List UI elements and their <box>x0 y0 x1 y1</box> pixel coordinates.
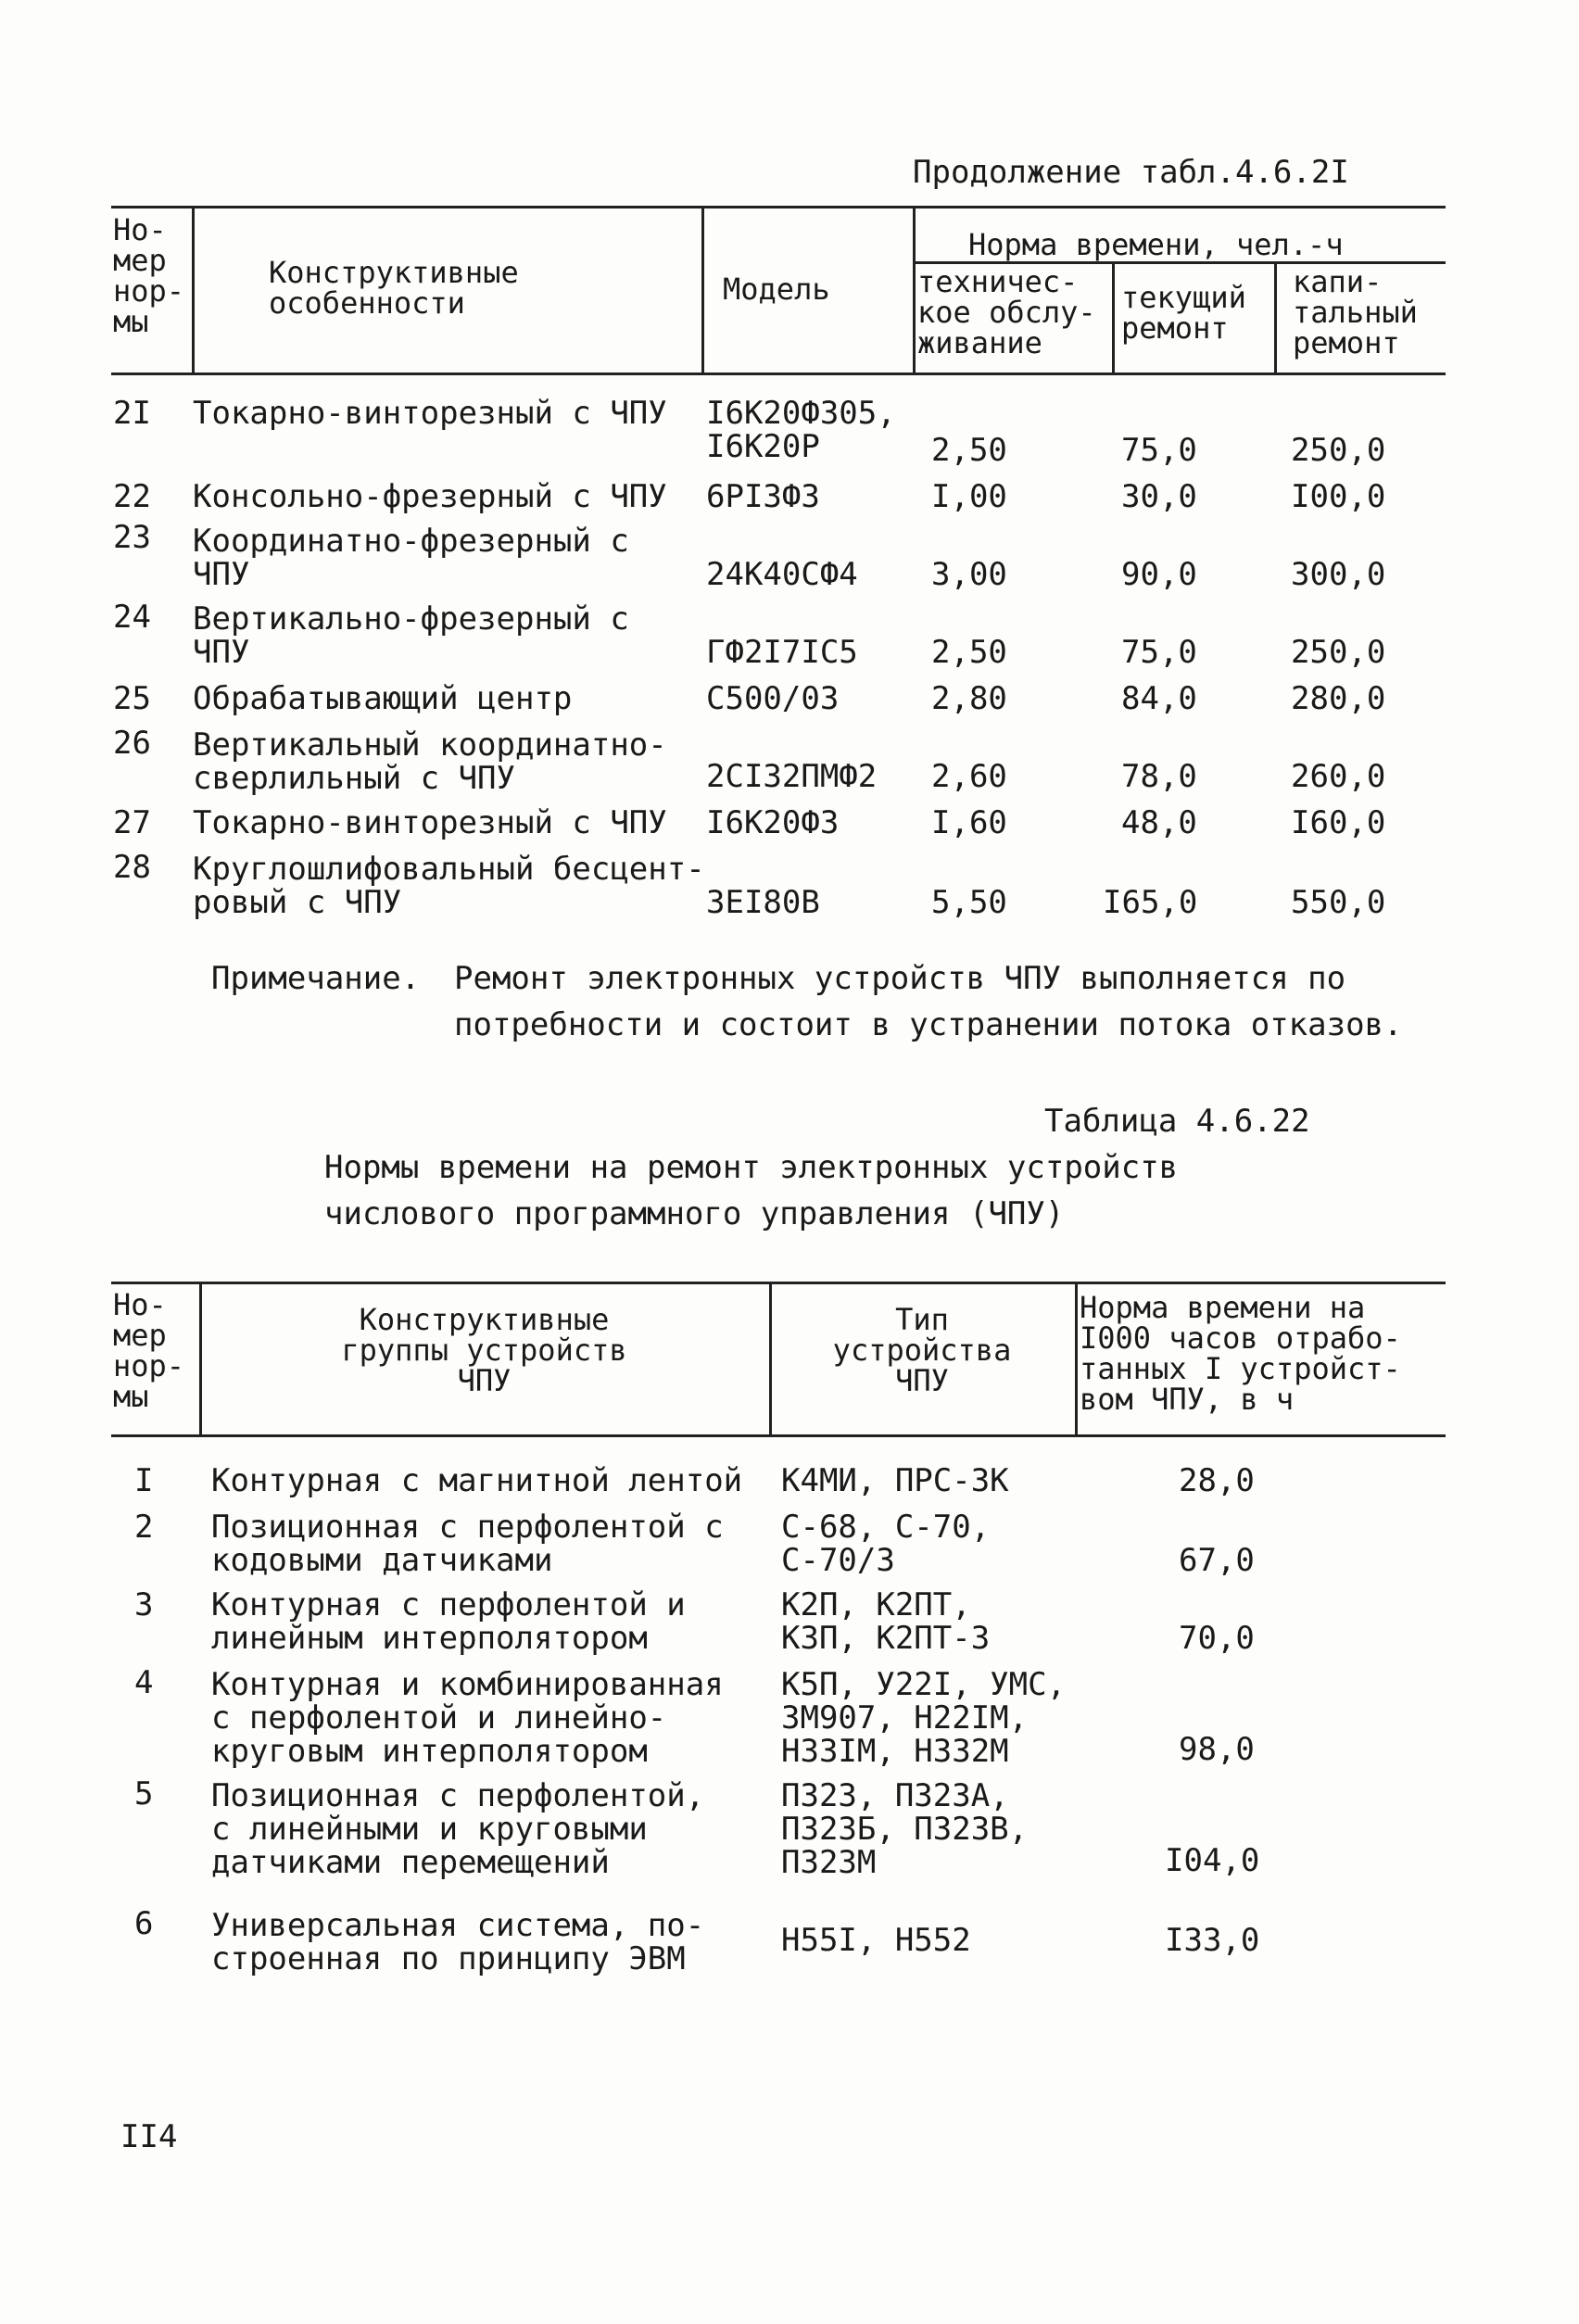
row-model: 2СI32ПМФ2 <box>706 758 878 795</box>
row-name: Координатно-фрезерный с ЧПУ <box>193 523 629 593</box>
row-maintenance: 2,50 <box>931 634 1007 671</box>
note-label: Примечание. <box>211 960 421 997</box>
row-number: 2 <box>134 1509 154 1546</box>
row-model: ГФ2I7IС5 <box>706 634 858 671</box>
row-number: 23 <box>113 519 151 556</box>
row-number: 25 <box>113 680 151 717</box>
row-maintenance: 3,00 <box>931 556 1007 593</box>
table2-divider <box>199 1282 202 1434</box>
row-number: 24 <box>113 599 151 636</box>
row-capital-repair: I60,0 <box>1291 804 1386 841</box>
row-maintenance: I,00 <box>931 478 1007 515</box>
row-number: 27 <box>113 804 151 841</box>
row-name: Круглошлифовальный бесцент- ровый с ЧПУ <box>193 851 705 921</box>
continuation-title: Продолжение табл.4.6.2I <box>913 154 1349 191</box>
row-name: Обрабатывающий центр <box>193 680 573 717</box>
row-capital-repair: 260,0 <box>1291 758 1386 795</box>
row-norm: 28,0 <box>1179 1462 1255 1499</box>
row-maintenance: I,60 <box>931 804 1007 841</box>
table1-divider <box>1112 261 1115 373</box>
row-model: I6К20Ф3 <box>706 804 840 841</box>
table1-header-norm-group: Норма времени, чел.-ч <box>968 227 1344 262</box>
row-current-repair: I65,0 <box>1103 884 1198 921</box>
table2-title-line2: числового программного управления (ЧПУ) <box>324 1195 1065 1232</box>
note-line2: потребности и состоит в устранении потока отказов. <box>454 1006 1403 1043</box>
row-type: Н55I, Н552 <box>781 1922 971 1959</box>
row-capital-repair: 550,0 <box>1291 884 1386 921</box>
row-current-repair: 78,0 <box>1121 758 1197 795</box>
row-name: Консольно-фрезерный с ЧПУ <box>193 478 667 515</box>
table2-header-norm: Норма времени на I000 часов отрабо- танных I устройст- вом ЧПУ, в ч <box>1080 1290 1401 1417</box>
table2-title-line1: Нормы времени на ремонт электронных устройств <box>324 1149 1179 1186</box>
row-number: 5 <box>134 1775 154 1812</box>
row-number: 28 <box>113 849 151 886</box>
table2-header-type: Тип устройства ЧПУ <box>832 1302 1012 1398</box>
table2-header-groups: Конструктивные группы устройств ЧПУ <box>341 1302 627 1398</box>
row-current-repair: 30,0 <box>1121 478 1197 515</box>
row-current-repair: 84,0 <box>1121 680 1197 717</box>
row-name: Вертикальный координатно- сверлильный с ЧПУ <box>193 726 667 797</box>
row-type: К4МИ, ПРС-3К <box>781 1462 1009 1499</box>
row-number: I <box>134 1462 154 1499</box>
row-maintenance: 5,50 <box>931 884 1007 921</box>
row-name: Контурная и комбинированная с перфолентой и линейно- круговым интерполятором <box>211 1666 724 1770</box>
table1-header-maintenance: техничес- кое обслу- живание <box>917 264 1096 360</box>
table1-header-number: Но- мер нор- мы <box>113 212 185 339</box>
table1-header-features: Конструктивные особенности <box>269 255 519 321</box>
table1-divider <box>913 206 916 373</box>
row-type: К5П, У22I, УМС, 3М907, Н22IМ, Н33IМ, Н332М <box>781 1666 1067 1770</box>
row-model: I6К20Ф305, I6К20Р <box>706 395 896 465</box>
row-model: 6РI3Ф3 <box>706 478 820 515</box>
row-number: 3 <box>134 1586 154 1623</box>
row-model: 24К40СФ4 <box>706 556 858 593</box>
row-name: Позиционная с перфолентой, с линейными и круговыми датчиками перемещений <box>211 1777 705 1881</box>
row-maintenance: 2,80 <box>931 680 1007 717</box>
row-type: К2П, К2ПТ, К3П, К2ПТ-3 <box>781 1586 991 1657</box>
row-type: С-68, С-70, С-70/3 <box>781 1509 991 1579</box>
row-name: Токарно-винторезный с ЧПУ <box>193 804 667 841</box>
table2-header-number: Но- мер нор- мы <box>113 1287 185 1414</box>
table1-divider <box>701 206 704 373</box>
page-number: II4 <box>120 2118 178 2155</box>
row-number: 22 <box>113 478 151 515</box>
row-model: С500/03 <box>706 680 840 717</box>
row-type: П323, П323А, П323Б, П323В, П323М <box>781 1777 1029 1881</box>
row-name: Универсальная система, по- строенная по принципу ЭВМ <box>211 1907 705 1977</box>
row-current-repair: 48,0 <box>1121 804 1197 841</box>
row-norm: I04,0 <box>1165 1842 1260 1879</box>
table1-top-rule <box>111 206 1446 208</box>
table2-top-rule <box>111 1282 1446 1284</box>
row-model: 3ЕI80В <box>706 884 820 921</box>
row-capital-repair: 250,0 <box>1291 634 1386 671</box>
row-maintenance: 2,60 <box>931 758 1007 795</box>
table1-header-current-repair: текущий ремонт <box>1121 280 1246 346</box>
table2-header-rule <box>111 1434 1446 1437</box>
table1-header-rule <box>111 373 1446 375</box>
row-capital-repair: 250,0 <box>1291 432 1386 469</box>
row-capital-repair: 280,0 <box>1291 680 1386 717</box>
row-name: Позиционная с перфолентой с кодовыми датчиками <box>211 1509 724 1579</box>
row-capital-repair: I00,0 <box>1291 478 1386 515</box>
row-name: Контурная с магнитной лентой <box>211 1462 743 1499</box>
row-name: Токарно-винторезный с ЧПУ <box>193 395 667 432</box>
table2-divider <box>769 1282 772 1434</box>
row-number: 26 <box>113 725 151 762</box>
row-number: 4 <box>134 1664 154 1701</box>
row-norm: 67,0 <box>1179 1542 1255 1579</box>
table1-divider <box>1274 261 1277 373</box>
row-capital-repair: 300,0 <box>1291 556 1386 593</box>
row-current-repair: 75,0 <box>1121 432 1197 469</box>
row-name: Контурная с перфолентой и линейным интерполятором <box>211 1586 686 1657</box>
row-current-repair: 90,0 <box>1121 556 1197 593</box>
table2-number: Таблица 4.6.22 <box>1044 1103 1310 1140</box>
row-name: Вертикально-фрезерный с ЧПУ <box>193 600 629 671</box>
table1-header-model: Модель <box>723 272 830 307</box>
row-number: 2I <box>113 395 151 432</box>
row-maintenance: 2,50 <box>931 432 1007 469</box>
table1-header-capital-repair: капи- тальный ремонт <box>1293 264 1418 360</box>
row-norm: 98,0 <box>1179 1731 1255 1768</box>
table1-divider <box>192 206 195 373</box>
row-norm: I33,0 <box>1165 1922 1260 1959</box>
table2-divider <box>1075 1282 1078 1434</box>
row-norm: 70,0 <box>1179 1620 1255 1657</box>
row-current-repair: 75,0 <box>1121 634 1197 671</box>
note-line1: Ремонт электронных устройств ЧПУ выполняется по <box>454 960 1346 997</box>
row-number: 6 <box>134 1905 154 1942</box>
